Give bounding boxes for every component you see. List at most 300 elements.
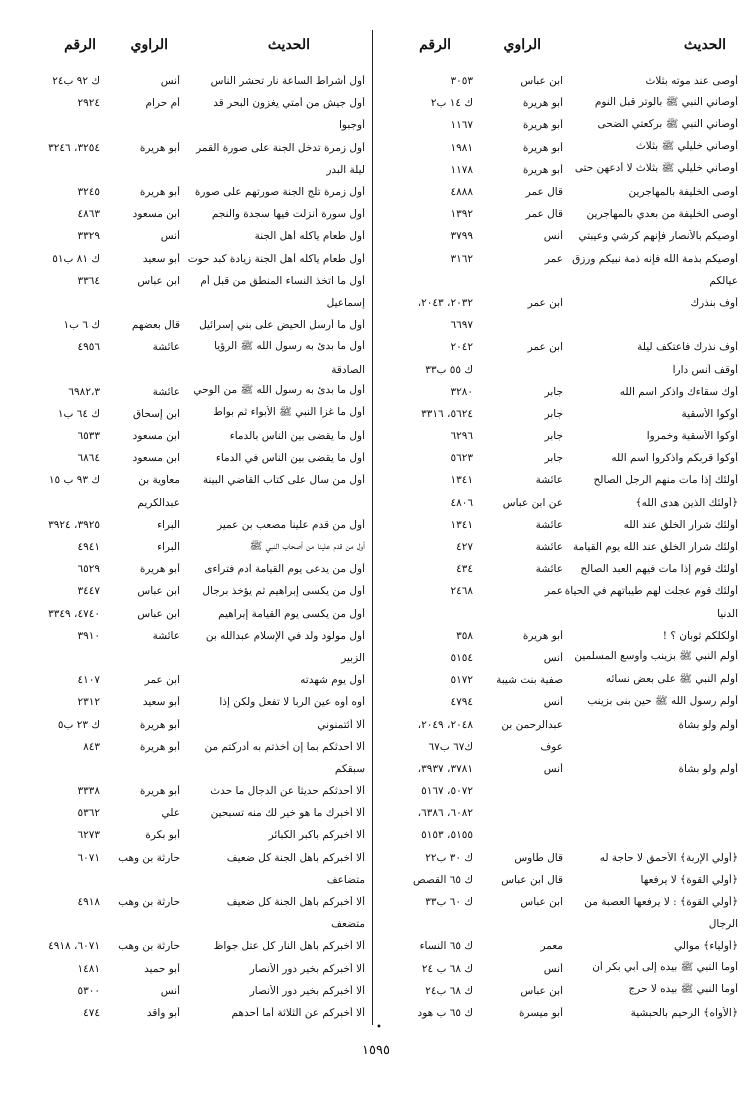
number-cell: ك٦٧ ب٦٧	[428, 740, 473, 753]
table-row	[20, 159, 365, 181]
hadith-cell: أوصيكم بذمة الله فإنه ذمة نبيكم ورزق	[572, 252, 738, 265]
number-cell: ١٤٨١	[77, 962, 100, 975]
narrator-cell: أبو هريرة	[139, 141, 180, 154]
header-number: الرقم	[419, 37, 451, 53]
right-column-rows	[374, 70, 738, 1024]
number-cell: ١٣٤١	[450, 518, 473, 531]
page-number: ١٥٩٥	[362, 1043, 390, 1058]
number-cell: ٥١٥٤	[450, 651, 473, 664]
table-row	[374, 514, 738, 536]
table-row	[20, 1002, 365, 1024]
hadith-cell: أول طعام يأكله أهل الجنة	[254, 230, 365, 243]
number-cell: ٣٤٤٧	[77, 585, 100, 598]
hadith-cell: أول من يكسى يوم القيامة إبراهيم	[218, 607, 365, 620]
number-cell: ٤٩١٨	[77, 896, 100, 909]
table-row	[20, 70, 365, 92]
hadith-cell: ألا أخبرك ما هو خير لك منه تسبحين	[210, 807, 365, 820]
number-cell: ١١٧٨	[450, 163, 473, 176]
table-row	[20, 647, 365, 669]
table-row	[374, 935, 738, 957]
narrator-cell: جابر	[544, 407, 563, 420]
hadith-cell: ليلة البدر	[326, 163, 365, 176]
narrator-cell: أم حرام	[145, 97, 180, 110]
header-hadith: الحديث	[267, 37, 310, 53]
table-row	[20, 980, 365, 1002]
narrator-cell: عن ابن عباس	[502, 496, 563, 509]
right-column	[374, 30, 738, 1030]
table-row	[20, 669, 365, 691]
left-column-header	[20, 30, 365, 60]
narrator-cell: أبو هريرة	[522, 97, 563, 110]
table-row	[374, 891, 738, 913]
hadith-cell: ألا أخبركم بأهل الجنة كل ضعيف	[226, 851, 365, 864]
number-cell: ك ٦٨ ب ٢٤	[421, 962, 473, 975]
narrator-cell: أنس	[543, 230, 563, 243]
number-cell: ٢٠٤٢	[450, 341, 473, 354]
table-row	[20, 447, 365, 469]
narrator-cell: قال عمر	[525, 208, 563, 221]
narrator-cell: ابن عباس	[520, 75, 563, 88]
number-cell: ٢٠٤٨، ٢٠٤٩،	[417, 718, 473, 731]
narrator-cell: ابن عمر	[527, 341, 563, 354]
number-cell: ك ٦٥ القصص	[412, 873, 473, 886]
hadith-cell: أوصاني خليلي ﷺ بثلاث	[635, 140, 738, 153]
narrator-cell: أبو سعيد	[142, 252, 180, 265]
number-cell: ٥١٧٢	[450, 674, 473, 687]
table-row	[20, 913, 365, 935]
table-row	[374, 536, 738, 558]
narrator-cell: ابن عباس	[137, 585, 180, 598]
hadith-cell: أول ما بدئ به رسول الله ﷺ من الوحي	[193, 384, 365, 397]
table-row	[374, 691, 738, 713]
narrator-cell: أبو هريرة	[522, 141, 563, 154]
number-cell: ك ٩٢ ب٢٤	[52, 75, 100, 88]
table-row	[20, 492, 365, 514]
number-cell: ٦٢٩٦	[450, 430, 473, 443]
table-row	[374, 736, 738, 758]
hadith-cell: أوصى عند موته بثلاث	[645, 75, 738, 88]
hadith-cell: أول من قدم علينا مصعب بن عمير	[217, 518, 365, 531]
table-row	[374, 403, 738, 425]
narrator-cell: أنس	[160, 984, 180, 997]
narrator-cell: أبو حميد	[144, 962, 180, 975]
table-row	[374, 358, 738, 380]
hadith-cell: أوكوا قربكم واذكروا اسم الله	[611, 452, 738, 465]
table-row	[374, 913, 738, 935]
table-row	[20, 558, 365, 580]
number-cell: ٤٩٤١	[77, 541, 100, 554]
header-narrator: الراوي	[503, 37, 541, 53]
narrator-cell: أنس	[543, 651, 563, 664]
narrator-cell: حارثة بن وهب	[118, 940, 180, 953]
hadith-cell: أولم ولو بشاة	[678, 762, 738, 775]
narrator-cell: عمر	[544, 585, 563, 598]
table-row	[20, 225, 365, 247]
number-cell: ك ٦٤ ب١	[57, 407, 100, 420]
narrator-cell: أبو هريرة	[139, 186, 180, 199]
table-row	[20, 625, 365, 647]
hadith-cell: ﴿الأواه﴾ الرحيم بالحبشية	[630, 1006, 738, 1019]
table-row	[20, 935, 365, 957]
table-row	[374, 603, 738, 625]
header-hadith: الحديث	[683, 37, 726, 53]
table-row	[20, 713, 365, 735]
narrator-cell: ابن إسحاق	[132, 407, 180, 420]
table-row	[20, 381, 365, 403]
number-cell: ٣٧٩٩	[450, 230, 473, 243]
left-column	[20, 30, 365, 1030]
narrator-cell: ابن مسعود	[132, 430, 180, 443]
hadith-cell: أول زمرة تدخل الجنة على صورة القمر	[196, 141, 365, 154]
table-row	[20, 514, 365, 536]
table-row	[374, 713, 738, 735]
number-cell: ٣٣٣٨	[77, 785, 100, 798]
hadith-cell: أوصاني النبي ﷺ بركعتي الضحى	[597, 117, 738, 130]
table-row	[374, 847, 738, 869]
hadith-cell: أوما النبي ﷺ بيده لا حرج	[628, 983, 738, 996]
narrator-cell: أبو ميسرة	[518, 1006, 563, 1019]
hadith-cell: أولم ولو بشاة	[678, 718, 738, 731]
hadith-cell: أوصى الخليفة من بعدي بالمهاجرين	[586, 208, 738, 221]
table-row	[374, 137, 738, 159]
narrator-cell: أنس	[543, 762, 563, 775]
number-cell: ٦٩٨٢،٣	[68, 385, 100, 398]
hadith-cell: أول يوم شهدته	[300, 674, 365, 687]
table-row	[374, 270, 738, 292]
number-cell: ٢٤٦٨	[450, 585, 473, 598]
number-cell: ٥٠٧٢، ٥١٦٧	[421, 785, 473, 798]
header-narrator: الراوي	[130, 37, 168, 53]
narrator-cell: حارثة بن وهب	[118, 896, 180, 909]
narrator-cell: أبو هريرة	[139, 785, 180, 798]
hadith-cell: الرجال	[708, 918, 738, 931]
table-row	[374, 758, 738, 780]
narrator-cell: عائشة	[535, 541, 563, 554]
narrator-cell: عائشة	[152, 385, 180, 398]
hadith-cell: أوكوا الأسقية	[681, 407, 738, 420]
number-cell: ٤٧٤	[83, 1006, 100, 1019]
hadith-cell: أول من يكسى إبراهيم ثم يؤخذ برجال	[202, 585, 365, 598]
hadith-cell: أول من يدعى يوم القيامة آدم فتراءى	[204, 563, 365, 576]
hadith-cell: أوجبوا	[339, 119, 365, 132]
hadith-cell: ألا أحدثكم حديثاً عن الدجال ما حدث	[210, 785, 365, 798]
hadith-cell: ﴿أولياء﴾ موالي	[673, 940, 738, 953]
narrator-cell: ابن عمر	[527, 296, 563, 309]
hadith-cell: أولئك شرار الخلق عند الله يوم القيامة	[572, 541, 738, 554]
hadith-cell: ألا أخبركم بأهل الجنة كل ضعيف	[226, 896, 365, 909]
narrator-cell: حارثة بن وهب	[118, 851, 180, 864]
number-cell: ١٣٩٢	[450, 208, 473, 221]
narrator-cell: قال ابن عباس	[501, 873, 563, 886]
hadith-cell: متضاعف	[326, 873, 365, 886]
left-column-rows	[20, 70, 365, 1024]
narrator-cell: أبو واقد	[146, 1006, 180, 1019]
narrator-cell: أبو بكرة	[145, 829, 180, 842]
table-row	[374, 580, 738, 602]
hadith-cell: عيالكم	[709, 274, 738, 287]
number-cell: ٦٢٧٣	[77, 829, 100, 842]
narrator-cell: أبو هريرة	[522, 119, 563, 132]
hadith-cell: أولئك إذا مات منهم الرجل الصالح	[593, 474, 738, 487]
narrator-cell: ابن عباس	[520, 896, 563, 909]
narrator-cell: البراء	[157, 541, 180, 554]
table-row	[20, 203, 365, 225]
number-cell: ٤١٠٧	[77, 674, 100, 687]
hadith-cell: أوه أوه عين الربا لا تفعل ولكن إذا	[219, 696, 365, 709]
number-cell: ٤٩٥٦	[77, 341, 100, 354]
narrator-cell: صفية بنت شيبة	[496, 674, 563, 687]
hadith-cell: ألا أخبركم بأكبر الكبائر	[268, 829, 365, 842]
narrator-cell: أنس	[543, 962, 563, 975]
number-cell: ٤٧٩٤	[450, 696, 473, 709]
table-row	[20, 114, 365, 136]
number-cell: ٢٣١٢	[77, 696, 100, 709]
table-row	[20, 780, 365, 802]
number-cell: ك ٦٥ ب هود	[417, 1006, 473, 1019]
hadith-cell: الدنيا	[717, 607, 738, 620]
table-row	[20, 869, 365, 891]
hadith-cell: أولئك شرار الخلق عند الله	[623, 518, 738, 531]
table-row	[374, 647, 738, 669]
table-row	[374, 669, 738, 691]
hadith-cell: ﴿أولي القوة﴾ لا يرفعها	[640, 873, 738, 886]
hadith-cell: ﴿أولي القوة﴾ : لا يرفعها العصبة من	[584, 896, 738, 909]
hadith-cell: ﴿أولي الإربة﴾ الأحمق لا حاجة له	[599, 851, 738, 864]
hadith-cell: الزبير	[341, 651, 365, 664]
number-cell: ك ٦٥ النساء	[419, 940, 473, 953]
narrator-cell: أبو هريرة	[522, 629, 563, 642]
hadith-cell: أولم رسول الله ﷺ حين بنى بزينب	[587, 694, 738, 707]
right-column-header	[374, 30, 738, 60]
number-cell: ٢٠٣٢، ٢٠٤٣،	[417, 296, 473, 309]
number-cell: ٦٦٩٧	[450, 319, 473, 332]
narrator-cell: عوف	[540, 740, 563, 753]
narrator-cell: قال طاوس	[514, 851, 563, 864]
narrator-cell: أبو سعيد	[142, 696, 180, 709]
number-cell: ٦٨٦٤	[77, 452, 100, 465]
narrator-cell: البراء	[157, 518, 180, 531]
narrator-cell: عائشة	[535, 474, 563, 487]
hadith-cell: ﴿أولئك الذين هدى الله﴾	[635, 496, 738, 509]
hadith-cell: ألا أخبركم بخير دور الأنصار	[249, 962, 365, 975]
hadith-cell: أول ما بدئ به رسول الله ﷺ الرؤيا	[214, 339, 365, 352]
hadith-cell: أول سورة أنزلت فيها سجدة والنجم	[211, 208, 365, 221]
number-cell: ٤٢٧	[456, 541, 473, 554]
table-row	[374, 114, 738, 136]
number-cell: ٦٠٧١، ٤٩١٨	[48, 940, 100, 953]
narrator-cell: قال عمر	[525, 186, 563, 199]
number-cell: ٤٨٨٨	[450, 186, 473, 199]
narrator-cell: أبو هريرة	[139, 740, 180, 753]
narrator-cell: أبو هريرة	[139, 563, 180, 576]
number-cell: ٣٢٤٥	[77, 186, 100, 199]
hadith-cell: أوف بنذرك	[690, 296, 738, 309]
table-row	[20, 802, 365, 824]
narrator-cell: عمر	[544, 252, 563, 265]
table-row	[374, 625, 738, 647]
number-cell: ك ٨١ ب٥١	[52, 252, 100, 265]
number-cell: ك ٦٨ ب٢٤	[425, 984, 473, 997]
table-row	[374, 181, 738, 203]
table-row	[20, 137, 365, 159]
number-cell: ٣٢٥٤، ٣٢٤٦	[48, 141, 100, 154]
table-row	[20, 336, 365, 358]
table-row	[20, 469, 365, 491]
table-row	[374, 225, 738, 247]
number-cell: ٣٣٢٩	[77, 230, 100, 243]
number-cell: ٥٣٦٢	[77, 807, 100, 820]
number-cell: ك ١٤ ب٢	[430, 97, 473, 110]
table-row	[20, 270, 365, 292]
narrator-cell: عائشة	[535, 563, 563, 576]
hadith-cell: أولئك قوم إذا مات فيهم العبد الصالح	[580, 563, 738, 576]
narrator-cell: أبو هريرة	[522, 163, 563, 176]
table-row	[20, 847, 365, 869]
table-row	[20, 603, 365, 625]
hadith-cell: إسماعيل	[326, 296, 365, 309]
table-row	[374, 314, 738, 336]
hadith-cell: أولم النبي ﷺ بزينب وأوسع المسلمين	[574, 650, 738, 663]
hadith-cell: أوكوا الأسقية وخمروا	[646, 430, 738, 443]
narrator-cell: ابن عباس	[520, 984, 563, 997]
narrator-cell: علي	[161, 807, 180, 820]
number-cell: ٣١٦٢	[450, 252, 473, 265]
table-row	[374, 70, 738, 92]
table-row	[20, 691, 365, 713]
number-cell: ٥٦٢٣	[450, 452, 473, 465]
number-cell: ك ٣٠ ب٢٢	[425, 851, 473, 864]
table-row	[20, 425, 365, 447]
number-cell: ٣٧٨١، ٣٩٣٧،	[417, 762, 473, 775]
table-row	[20, 736, 365, 758]
narrator-cell: معمر	[540, 940, 563, 953]
number-cell: ٣٥٨	[456, 629, 473, 642]
hadith-cell: متضعف	[331, 918, 365, 931]
table-row	[374, 492, 738, 514]
hadith-cell: أوصاني خليلي ﷺ بثلاث لا أدعهن حتى	[574, 162, 738, 175]
table-row	[374, 869, 738, 891]
table-row	[374, 381, 738, 403]
number-cell: ك ٥٥ ب٣٣	[425, 363, 473, 376]
hadith-cell: أولم النبي ﷺ على بعض نسائه	[605, 672, 738, 685]
hadith-cell: أول ما يقضى بين الناس في الدماء	[215, 452, 365, 465]
table-row	[374, 802, 738, 824]
table-row	[20, 314, 365, 336]
narrator-cell: ابن مسعود	[132, 208, 180, 221]
narrator-cell: عائشة	[535, 518, 563, 531]
number-cell: ٤٨٦٣	[77, 208, 100, 221]
narrator-cell: قال بعضهم	[131, 319, 180, 332]
hadith-cell: أول ما أرسل الحيض على بني إسرائيل	[199, 319, 365, 332]
number-cell: ٢٩٢٤	[77, 97, 100, 110]
table-row	[374, 159, 738, 181]
narrator-cell: جابر	[544, 452, 563, 465]
hadith-cell: أوصاني النبي ﷺ بالوتر قبل النوم	[594, 95, 738, 108]
number-cell: ٤٣٤	[456, 563, 473, 576]
table-row	[374, 980, 738, 1002]
number-cell: ٤٨٠٦	[450, 496, 473, 509]
number-cell: ١١٦٧	[450, 119, 473, 132]
narrator-cell: أنس	[160, 75, 180, 88]
table-row	[20, 92, 365, 114]
hadith-cell: أول من قدم علينا من أصحاب النبي ﷺ	[249, 539, 365, 552]
hadith-cell: أولئك قوم عجلت لهم طيباتهم في الحياة	[564, 585, 738, 598]
number-cell: ٦٥٣٣	[77, 430, 100, 443]
hadith-cell: أول مولود ولد في الإسلام عبدالله بن	[205, 629, 365, 642]
number-cell: ٦٠٧١	[77, 851, 100, 864]
table-row	[374, 1002, 738, 1024]
hadith-cell: ألا أخبركم بخير دور الأنصار	[249, 984, 365, 997]
hadith-cell: أوف نذرك فاعتكف ليلة	[637, 341, 738, 354]
number-cell: ٨٤٣	[83, 740, 100, 753]
number-cell: ك ٩٣ ب ١٥	[48, 474, 100, 487]
number-cell: ٥١٥٥، ٥١٥٣	[421, 829, 473, 842]
narrator-cell: عبدالرحمن بن	[501, 718, 563, 731]
number-cell: ٣٣٦٤	[77, 274, 100, 287]
table-row	[20, 958, 365, 980]
hadith-cell: ألا أئتمنوني	[317, 718, 365, 731]
hadith-cell: أوك سقاءك واذكر اسم الله	[619, 385, 738, 398]
table-row	[374, 469, 738, 491]
table-row	[20, 292, 365, 314]
hadith-cell: أوصيكم بالأنصار فإنهم كرشي وعيبتي	[578, 230, 738, 243]
number-cell: ك ٦ ب١	[63, 319, 100, 332]
hadith-cell: ألا أخبركم بأهل النار كل عتل جواظ	[213, 940, 365, 953]
narrator-cell: عبدالكريم	[137, 496, 180, 509]
hadith-cell: أول ما يقضى بين الناس بالدماء	[229, 430, 365, 443]
narrator-cell: جابر	[544, 430, 563, 443]
hadith-cell: أول زمرة تلج الجنة صورتهم على صورة	[194, 186, 365, 199]
narrator-cell: عائشة	[152, 341, 180, 354]
number-cell: ١٣٤١	[450, 474, 473, 487]
hadith-cell: أوقف أنس داراً	[672, 363, 738, 376]
number-cell: ٦٥٢٩	[77, 563, 100, 576]
hadith-cell: أول طعام يأكله أهل الجنة زيادة كبد حوت	[187, 252, 365, 265]
narrator-cell: جابر	[544, 385, 563, 398]
hadith-cell: أوما النبي ﷺ بيده إلى أبي بكر أن	[592, 961, 738, 974]
table-row	[20, 580, 365, 602]
table-row	[374, 292, 738, 314]
table-row	[20, 181, 365, 203]
number-cell: ك ٦٠ ب٣٣	[425, 896, 473, 909]
table-row	[374, 780, 738, 802]
narrator-cell: عائشة	[152, 629, 180, 642]
number-cell: ٥٣٠٠	[77, 984, 100, 997]
table-row	[374, 958, 738, 980]
table-row	[20, 758, 365, 780]
hadith-cell: ألا أخبركم عن الثلاثة أما أحدهم	[231, 1006, 365, 1019]
table-row	[374, 824, 738, 846]
narrator-cell: أنس	[543, 696, 563, 709]
table-row	[20, 891, 365, 913]
narrator-cell: ابن عباس	[137, 274, 180, 287]
table-row	[20, 358, 365, 380]
table-row	[374, 447, 738, 469]
hadith-cell: أول ما اتخذ النساء المنطق من قبل أم	[200, 274, 365, 287]
header-number: الرقم	[64, 37, 96, 53]
number-cell: ٣٩١٠	[77, 629, 100, 642]
number-cell: ٣٠٥٣	[450, 75, 473, 88]
number-cell: ٣٢٨٠	[450, 385, 473, 398]
number-cell: ٣٩٢٥، ٣٩٢٤	[48, 518, 100, 531]
narrator-cell: ابن عمر	[144, 674, 180, 687]
table-row	[20, 248, 365, 270]
table-row	[374, 248, 738, 270]
number-cell: ٦٠٨٢، ٦٣٨٦،	[417, 807, 473, 820]
table-row	[20, 403, 365, 425]
hadith-cell: أولكلكم ثوبان ؟ !	[662, 629, 738, 642]
hadith-cell: سبقكم	[334, 762, 365, 775]
